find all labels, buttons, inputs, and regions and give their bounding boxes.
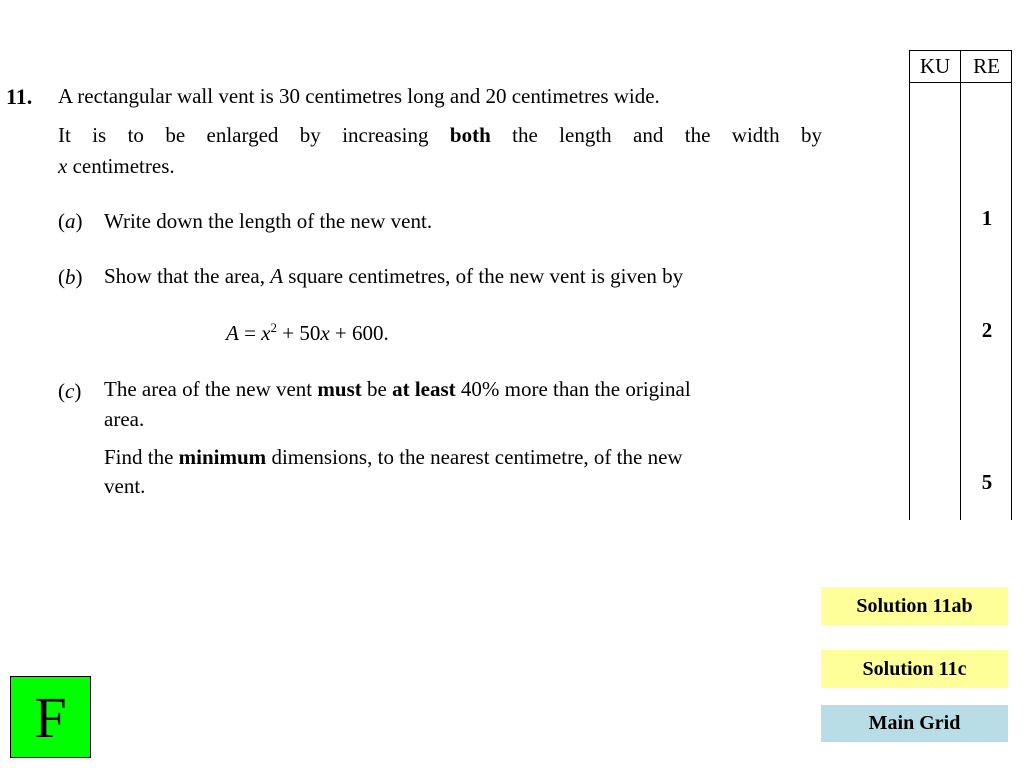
- part-c-line2: area.: [104, 407, 145, 431]
- solution-11ab-button[interactable]: Solution 11ab: [821, 587, 1008, 625]
- part-b-pre: Show that the area,: [104, 264, 271, 288]
- part-b-var: A: [270, 264, 284, 288]
- ku-header: KU: [919, 54, 951, 78]
- marks-table: [909, 50, 1012, 520]
- part-c-l1-mid: be: [361, 377, 393, 401]
- marks-table-right-border: [1011, 50, 1012, 520]
- part-c-l1-pre: The area of the new vent: [104, 377, 318, 401]
- part-c-label: (c): [58, 379, 82, 403]
- enlarge-text-line1: [58, 123, 822, 148]
- enlarge-post: the length and the width by: [512, 123, 823, 147]
- part-c-l1-post: 40% more than the original: [455, 377, 691, 401]
- enlarge-pre: It is to be enlarged by increasing: [58, 123, 429, 147]
- question-number: 11.: [6, 84, 33, 109]
- mark-part-c: 5: [981, 470, 993, 494]
- variable-x: x: [58, 154, 68, 178]
- part-c-line4: vent.: [104, 474, 146, 498]
- part-c-line3: [104, 445, 683, 470]
- mark-part-a: 1: [981, 206, 993, 230]
- marks-table-left-border: [909, 50, 910, 520]
- eq-x2: x: [320, 321, 330, 345]
- part-b-letter: b: [65, 265, 76, 289]
- eq-end: + 600.: [329, 321, 389, 345]
- part-a-text: Write down the length of the new vent.: [104, 209, 433, 233]
- eq-x: x: [261, 321, 271, 345]
- eq-lhs: A: [226, 321, 239, 345]
- re-header: RE: [973, 54, 1000, 78]
- enlarge-line2-rest: centimetres.: [67, 154, 175, 178]
- part-a-letter: a: [65, 209, 76, 233]
- eq-mid: + 50: [277, 321, 321, 345]
- part-c-line1: [104, 377, 691, 402]
- part-b-label: (b): [58, 265, 83, 289]
- part-b-post: square centimetres, of the new vent is given by: [283, 264, 684, 288]
- marks-table-divider: [960, 50, 961, 520]
- enlarge-bold: both: [449, 123, 491, 147]
- intro-text: A rectangular wall vent is 30 centimetres long and 20 centimetres wide.: [58, 84, 660, 108]
- eq-exponent: 2: [270, 320, 277, 335]
- main-grid-button[interactable]: Main Grid: [821, 705, 1008, 742]
- part-c-l3-pre: Find the: [104, 445, 179, 469]
- solution-11c-button[interactable]: Solution 11c: [821, 650, 1008, 688]
- f-level-button[interactable]: F: [10, 676, 91, 758]
- part-a-label: (a): [58, 209, 83, 233]
- part-c-letter: c: [65, 379, 75, 403]
- part-c-l3-post: dimensions, to the nearest centimetre, of the new: [266, 445, 683, 469]
- mark-part-b: 2: [981, 318, 993, 342]
- part-c-l3-bold: minimum: [178, 445, 267, 469]
- part-c-l1-bold2: at least: [392, 377, 456, 401]
- part-c-l1-bold1: must: [317, 377, 362, 401]
- eq-equals: =: [238, 321, 262, 345]
- area-equation: [226, 320, 389, 346]
- enlarge-text-line2: [58, 154, 175, 179]
- part-b-text: [104, 264, 683, 289]
